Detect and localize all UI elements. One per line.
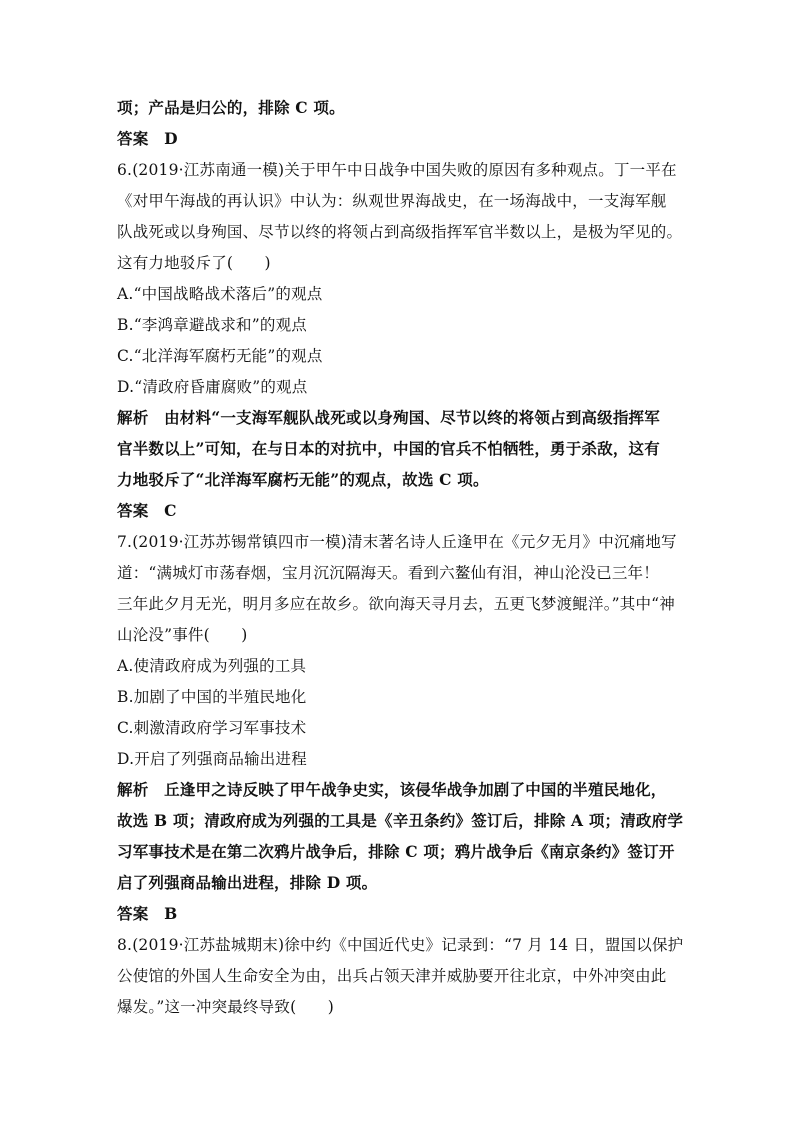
analysis-line: 启了列强商品输出进程，排除 D 项。: [117, 873, 378, 892]
question-6-line: 队战死或以身殉国、尽节以终的将领占到高级指挥军官半数以上，是极为罕见的。: [117, 223, 683, 241]
question-6-line: 《对甲午海战的再认识》中认为：纵观世界海战史，在一场海战中，一支海军舰: [117, 192, 667, 210]
option-a: A.“中国战略战术落后”的观点: [117, 285, 323, 303]
option-b: B.加剧了中国的半殖民地化: [117, 688, 307, 706]
option-a: A.使清政府成为列强的工具: [117, 657, 307, 675]
question-7-line: 7.(2019·江苏苏锡常镇四市一模)清末著名诗人丘逢甲在《元夕无月》中沉痛地写: [117, 533, 677, 551]
answer-line: 答案 D: [117, 129, 178, 148]
option-c: C.刺激清政府学习军事技术: [117, 719, 307, 737]
question-6-line: 6.(2019·江苏南通一模)关于甲午中日战争中国失败的原因有多种观点。丁一平在: [117, 161, 677, 179]
analysis-line: 官半数以上”可知，在与日本的对抗中，中国的官兵不怕牺牲，勇于杀敌，这有: [117, 439, 660, 458]
option-d: D.开启了列强商品输出进程: [117, 750, 307, 768]
analysis-line: 故选 B 项；清政府成为列强的工具是《辛丑条约》签订后，排除 A 项；清政府学: [117, 811, 684, 830]
question-8-line: 公使馆的外国人生命安全为由，出兵占领天津并威胁要开往北京，中外冲突由此: [117, 967, 667, 985]
analysis-line: 习军事技术是在第二次鸦片战争后，排除 C 项；鸦片战争后《南京条约》签订开: [117, 842, 675, 861]
question-7-line: 三年此夕月无光，明月多应在故乡。欲向海天寻月去，五更飞梦渡鲲洋。”其中“神: [117, 595, 676, 613]
analysis-line: 解析 由材料“一支海军舰队战死或以身殉国、尽节以终的将领占到高级指挥军: [117, 408, 660, 427]
option-c: C.“北洋海军腐朽无能”的观点: [117, 347, 323, 365]
option-b: B.“李鸿章避战求和”的观点: [117, 316, 307, 334]
question-7-line: 山沦没”事件( ): [117, 626, 248, 644]
text-line: 项；产品是归公的，排除 C 项。: [117, 98, 345, 117]
option-d: D.“清政府昏庸腐败”的观点: [117, 378, 308, 396]
question-8-line: 爆发。”这一冲突最终导致( ): [117, 998, 334, 1016]
question-6-line: 这有力地驳斥了( ): [117, 254, 271, 272]
answer-line: 答案 B: [117, 904, 178, 923]
question-8-line: 8.(2019·江苏盐城期末)徐中约《中国近代史》记录到：“7 月 14 日，盟国以保护: [117, 936, 684, 954]
question-7-line: 道：“满城灯市荡春烟，宝月沉沉隔海天。看到六鳌仙有泪，神山沦没已三年！: [117, 564, 659, 582]
analysis-line: 力地驳斥了“北洋海军腐朽无能”的观点，故选 C 项。: [117, 470, 489, 489]
answer-line: 答案 C: [117, 501, 177, 520]
analysis-line: 解析 丘逢甲之诗反映了甲午战争史实，该侵华战争加剧了中国的半殖民地化，: [117, 780, 667, 799]
